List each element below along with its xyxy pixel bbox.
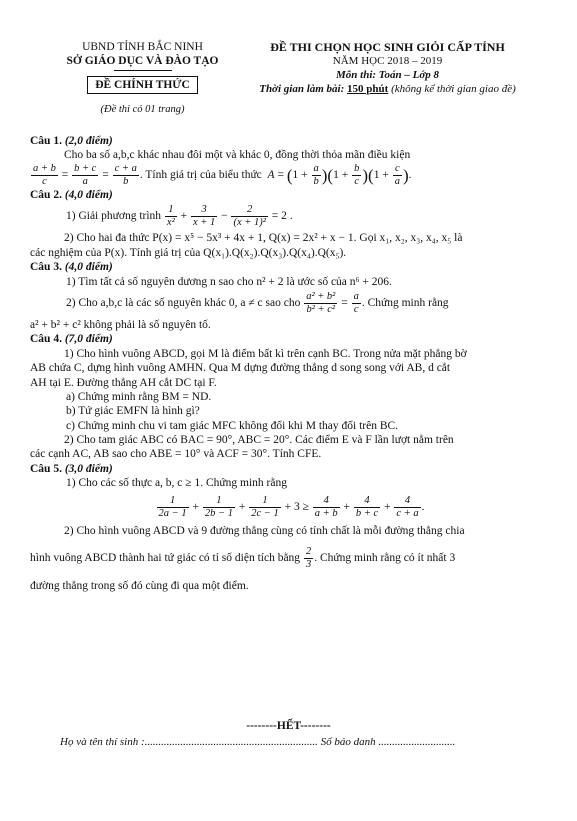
question-4-part-1-line-2: AB chứa C, dựng hình vuông AMHN. Qua M dựng đường thẳng d song song với AB, d cắt: [30, 362, 451, 375]
end-marker: --------HẾT--------: [246, 720, 331, 732]
candidate-info-line: Họ và tên thí sinh :............................................................... Số báo danh ............................: [60, 736, 456, 748]
question-2-part-2-line-1: 2) Cho hai đa thức P(x) = x⁵ − 5x³ + 4x + 1, Q(x) = 2x² + x − 1. Gọi x₁, x₂, x₃, x₄, x₅ là: [64, 232, 463, 245]
time-note: (không kể thời gian giao đề): [388, 82, 516, 95]
question-4-part-1-b: b) Tứ giác EMFN là hình gì?: [66, 405, 200, 418]
question-5-inequality: $\frac{1}{2a - 1}$ + $\frac{1}{2b - 1}$ + $\frac{1}{2c - 1}$ + 3 ≥ $\frac{4}{a + b}$ + $\frac{4}{b + c}$ + $\frac{4}{c + a}$ .: [158, 494, 425, 519]
question-2-heading: Câu 2. (4,0 điểm): [30, 188, 113, 201]
question-4-part-1-a: a) Chứng minh rằng BM = ND.: [66, 390, 212, 403]
exam-time: [235, 83, 540, 97]
question-1-text-2: . Tính giá trị của biểu thức: [139, 168, 262, 181]
question-4-part-2-line-1: 2) Cho tam giác ABC có BAC = 90°, ABC = 20°. Các điểm E và F lần lượt nằm trên: [64, 434, 454, 446]
question-4-part-2-line-2: các cạnh AC, AB sao cho ABE = 10° và ACF = 30°. Tính CFE.: [30, 448, 322, 461]
exam-subject: Môn thi: Toán – Lớp 8: [336, 68, 439, 81]
question-3-part-1: 1) Tìm tất cả số nguyên dương n sao cho n² + 2 là ước số của n⁶ + 206.: [66, 275, 392, 288]
question-5-part-2-line-2: hình vuông ABCD thành hai tứ giác có tỉ số diện tích bằng $\frac{2}{3}$ . Chứng minh rằng có ít nhất 3: [30, 546, 456, 571]
question-5-part-2-line-1: 2) Cho hình vuông ABCD và 9 đường thẳng cùng có tính chất là mỗi đường thẳng chia: [64, 524, 465, 537]
province-name: UBND TỈNH BẮC NINH: [82, 41, 203, 53]
question-1-text: Cho ba số a,b,c khác nhau đôi một và khác 0, đồng thời thỏa mãn điều kiện: [64, 149, 411, 162]
question-5-heading: Câu 5. (3,0 điểm): [30, 462, 113, 475]
question-2-part-1: 1) Giải phương trình $\frac{1}{\text{x²}}$ + $\frac{3}{x + 1}$ − $\frac{2}{\text{(x + 1)²}}$ = 2 .: [66, 204, 293, 229]
question-2-part-2-line-2: các nghiệm của P(x). Tính giá trị của Q(x₁).Q(x₂).Q(x₃).Q(x₄).Q(x₅).: [30, 246, 347, 259]
exam-content: [30, 134, 550, 594]
question-5-part-1: 1) Cho các số thực a, b, c ≥ 1. Chứng minh rằng: [66, 477, 287, 490]
header-rule: [114, 70, 172, 71]
question-3-part-2-end: a² + b² + c² không phải là số nguyên tố.: [30, 319, 211, 331]
time-value: 150 phút: [347, 82, 389, 95]
page-count-note: (Đề thi có 01 trang): [100, 104, 185, 116]
question-4-part-1-line-3: AH tại E. Đường thẳng AH cắt DC tại F.: [30, 376, 217, 389]
question-4-part-1-line-1: 1) Cho hình vuông ABCD, gọi M là điểm bất kì trên cạnh BC. Trong nửa mặt phẳng bờ: [64, 347, 467, 360]
department-name: SỞ GIÁO DỤC VÀ ĐÀO TẠO: [66, 55, 219, 68]
exam-title: ĐỀ THI CHỌN HỌC SINH GIỎI CẤP TỈNH: [270, 40, 505, 54]
question-3-part-2: 2) Cho a,b,c là các số nguyên khác 0, a ≠ c sao cho $\frac{\text{a² + b²}}{\text{b² + c²}}$ = $\frac{a}{c}$ . Chứng minh rằng: [66, 290, 449, 315]
question-4-heading: Câu 4. (7,0 điểm): [30, 333, 113, 346]
question-1-condition: $\frac{a + b}{c}$ = $\frac{b + c}{a}$ = $\frac{c + a}{b}$ . Tính giá trị của biểu thức A = (1 + $\frac{a}{b}$ )(1 + $\frac{b}{c}$ )(1 + $\frac{c}{a}$ ).: [33, 162, 412, 187]
question-1-heading: Câu 1. (2,0 điểm): [30, 135, 113, 147]
school-year: NĂM HỌC 2018 – 2019: [332, 55, 443, 67]
header-right: [235, 40, 540, 96]
question-4-part-1-c: c) Chứng minh chu vi tam giác MFC không đổi khi M thay đổi trên BC.: [66, 419, 399, 432]
time-label: Thời gian làm bài:: [259, 82, 348, 95]
question-3-heading: Câu 3. (4,0 điểm): [30, 261, 113, 274]
official-stamp: ĐỀ CHÍNH THỨC: [87, 76, 198, 94]
question-5-part-2-line-3: đường thẳng trong số đó cùng đi qua một điểm.: [30, 580, 249, 593]
header-left: [40, 40, 245, 116]
